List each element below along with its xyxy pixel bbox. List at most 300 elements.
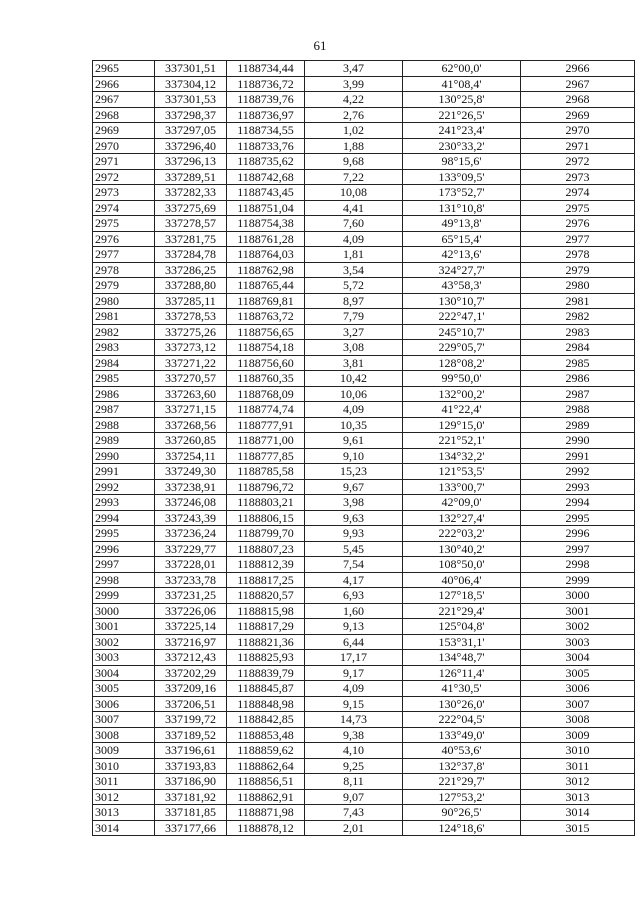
table-row <box>93 324 635 340</box>
table-row <box>93 278 635 294</box>
x-coordinate-cell: 337284,78 <box>155 247 227 263</box>
y-coordinate-cell: 1188771,00 <box>227 433 305 449</box>
y-coordinate-cell: 1188736,72 <box>227 76 305 92</box>
table-row <box>93 619 635 635</box>
x-coordinate-cell: 337297,05 <box>155 123 227 139</box>
table-row <box>93 665 635 681</box>
bearing-cell: 134°32,2' <box>403 448 521 464</box>
distance-cell: 3,47 <box>305 61 403 77</box>
point-number-cell: 2995 <box>93 526 155 542</box>
bearing-cell: 133°09,5' <box>403 169 521 185</box>
y-coordinate-cell: 1188751,04 <box>227 200 305 216</box>
table-row <box>93 123 635 139</box>
point-number-cell: 2982 <box>93 324 155 340</box>
y-coordinate-cell: 1188845,87 <box>227 681 305 697</box>
next-point-cell: 3014 <box>521 805 635 821</box>
distance-cell: 8,11 <box>305 774 403 790</box>
bearing-cell: 222°04,5' <box>403 712 521 728</box>
next-point-cell: 3000 <box>521 588 635 604</box>
y-coordinate-cell: 1188862,91 <box>227 789 305 805</box>
point-number-cell: 2980 <box>93 293 155 309</box>
bearing-cell: 65°15,4' <box>403 231 521 247</box>
point-number-cell: 2990 <box>93 448 155 464</box>
next-point-cell: 3011 <box>521 758 635 774</box>
table-row <box>93 402 635 418</box>
x-coordinate-cell: 337271,15 <box>155 402 227 418</box>
y-coordinate-cell: 1188777,91 <box>227 417 305 433</box>
bearing-cell: 125°04,8' <box>403 619 521 635</box>
point-number-cell: 2966 <box>93 76 155 92</box>
bearing-cell: 127°53,2' <box>403 789 521 805</box>
y-coordinate-cell: 1188762,98 <box>227 262 305 278</box>
y-coordinate-cell: 1188769,81 <box>227 293 305 309</box>
next-point-cell: 2982 <box>521 309 635 325</box>
table-row <box>93 727 635 743</box>
x-coordinate-cell: 337275,26 <box>155 324 227 340</box>
next-point-cell: 3010 <box>521 743 635 759</box>
point-number-cell: 3014 <box>93 820 155 836</box>
y-coordinate-cell: 1188742,68 <box>227 169 305 185</box>
point-number-cell: 2977 <box>93 247 155 263</box>
y-coordinate-cell: 1188821,36 <box>227 634 305 650</box>
next-point-cell: 2993 <box>521 479 635 495</box>
distance-cell: 9,68 <box>305 154 403 170</box>
y-coordinate-cell: 1188859,62 <box>227 743 305 759</box>
table-row <box>93 185 635 201</box>
point-number-cell: 2983 <box>93 340 155 356</box>
next-point-cell: 2986 <box>521 371 635 387</box>
distance-cell: 3,99 <box>305 76 403 92</box>
y-coordinate-cell: 1188799,70 <box>227 526 305 542</box>
distance-cell: 4,09 <box>305 681 403 697</box>
next-point-cell: 2974 <box>521 185 635 201</box>
x-coordinate-cell: 337189,52 <box>155 727 227 743</box>
y-coordinate-cell: 1188774,74 <box>227 402 305 418</box>
table-row <box>93 386 635 402</box>
x-coordinate-cell: 337196,61 <box>155 743 227 759</box>
y-coordinate-cell: 1188734,44 <box>227 61 305 77</box>
y-coordinate-cell: 1188812,39 <box>227 557 305 573</box>
bearing-cell: 134°48,7' <box>403 650 521 666</box>
x-coordinate-cell: 337226,06 <box>155 603 227 619</box>
next-point-cell: 3013 <box>521 789 635 805</box>
point-number-cell: 2975 <box>93 216 155 232</box>
next-point-cell: 3006 <box>521 681 635 697</box>
next-point-cell: 2968 <box>521 92 635 108</box>
table-row <box>93 76 635 92</box>
point-number-cell: 3008 <box>93 727 155 743</box>
x-coordinate-cell: 337181,85 <box>155 805 227 821</box>
table-row <box>93 61 635 77</box>
x-coordinate-cell: 337249,30 <box>155 464 227 480</box>
point-number-cell: 3004 <box>93 665 155 681</box>
next-point-cell: 3012 <box>521 774 635 790</box>
point-number-cell: 2993 <box>93 495 155 511</box>
next-point-cell: 2978 <box>521 247 635 263</box>
table-row <box>93 743 635 759</box>
next-point-cell: 2999 <box>521 572 635 588</box>
table-row <box>93 526 635 542</box>
distance-cell: 1,81 <box>305 247 403 263</box>
point-number-cell: 2988 <box>93 417 155 433</box>
bearing-cell: 173°52,7' <box>403 185 521 201</box>
bearing-cell: 222°03,2' <box>403 526 521 542</box>
point-number-cell: 2984 <box>93 355 155 371</box>
bearing-cell: 49°13,8' <box>403 216 521 232</box>
point-number-cell: 2972 <box>93 169 155 185</box>
coordinates-table-body <box>93 61 635 836</box>
distance-cell: 9,07 <box>305 789 403 805</box>
table-row <box>93 758 635 774</box>
next-point-cell: 2966 <box>521 61 635 77</box>
bearing-cell: 41°30,5' <box>403 681 521 697</box>
bearing-cell: 126°11,4' <box>403 665 521 681</box>
table-row <box>93 603 635 619</box>
distance-cell: 2,01 <box>305 820 403 836</box>
y-coordinate-cell: 1188743,45 <box>227 185 305 201</box>
y-coordinate-cell: 1188871,98 <box>227 805 305 821</box>
table-row <box>93 681 635 697</box>
table-row <box>93 433 635 449</box>
next-point-cell: 2985 <box>521 355 635 371</box>
y-coordinate-cell: 1188764,03 <box>227 247 305 263</box>
distance-cell: 7,79 <box>305 309 403 325</box>
bearing-cell: 130°26,0' <box>403 696 521 712</box>
bearing-cell: 133°00,7' <box>403 479 521 495</box>
distance-cell: 3,81 <box>305 355 403 371</box>
table-row <box>93 154 635 170</box>
x-coordinate-cell: 337236,24 <box>155 526 227 542</box>
bearing-cell: 131°10,8' <box>403 200 521 216</box>
bearing-cell: 40°53,6' <box>403 743 521 759</box>
next-point-cell: 2992 <box>521 464 635 480</box>
next-point-cell: 2997 <box>521 541 635 557</box>
bearing-cell: 222°47,1' <box>403 309 521 325</box>
bearing-cell: 41°08,4' <box>403 76 521 92</box>
x-coordinate-cell: 337298,37 <box>155 107 227 123</box>
point-number-cell: 2981 <box>93 309 155 325</box>
x-coordinate-cell: 337273,12 <box>155 340 227 356</box>
bearing-cell: 41°22,4' <box>403 402 521 418</box>
y-coordinate-cell: 1188736,97 <box>227 107 305 123</box>
point-number-cell: 3010 <box>93 758 155 774</box>
bearing-cell: 128°08,2' <box>403 355 521 371</box>
table-row <box>93 231 635 247</box>
x-coordinate-cell: 337278,53 <box>155 309 227 325</box>
table-row <box>93 293 635 309</box>
next-point-cell: 2980 <box>521 278 635 294</box>
table-row <box>93 789 635 805</box>
y-coordinate-cell: 1188856,51 <box>227 774 305 790</box>
x-coordinate-cell: 337209,16 <box>155 681 227 697</box>
table-row <box>93 572 635 588</box>
next-point-cell: 3015 <box>521 820 635 836</box>
point-number-cell: 3003 <box>93 650 155 666</box>
distance-cell: 4,09 <box>305 231 403 247</box>
point-number-cell: 3006 <box>93 696 155 712</box>
distance-cell: 4,22 <box>305 92 403 108</box>
x-coordinate-cell: 337181,92 <box>155 789 227 805</box>
bearing-cell: 130°40,2' <box>403 541 521 557</box>
point-number-cell: 2999 <box>93 588 155 604</box>
table-row <box>93 92 635 108</box>
x-coordinate-cell: 337243,39 <box>155 510 227 526</box>
next-point-cell: 3002 <box>521 619 635 635</box>
table-row <box>93 650 635 666</box>
table-row <box>93 774 635 790</box>
next-point-cell: 2972 <box>521 154 635 170</box>
x-coordinate-cell: 337281,75 <box>155 231 227 247</box>
y-coordinate-cell: 1188817,29 <box>227 619 305 635</box>
distance-cell: 10,42 <box>305 371 403 387</box>
bearing-cell: 62°00,0' <box>403 61 521 77</box>
x-coordinate-cell: 337268,56 <box>155 417 227 433</box>
next-point-cell: 2984 <box>521 340 635 356</box>
distance-cell: 9,17 <box>305 665 403 681</box>
bearing-cell: 133°49,0' <box>403 727 521 743</box>
x-coordinate-cell: 337254,11 <box>155 448 227 464</box>
x-coordinate-cell: 337301,53 <box>155 92 227 108</box>
distance-cell: 6,44 <box>305 634 403 650</box>
bearing-cell: 124°18,6' <box>403 820 521 836</box>
distance-cell: 4,17 <box>305 572 403 588</box>
y-coordinate-cell: 1188768,09 <box>227 386 305 402</box>
table-row <box>93 464 635 480</box>
y-coordinate-cell: 1188765,44 <box>227 278 305 294</box>
table-row <box>93 138 635 154</box>
y-coordinate-cell: 1188756,65 <box>227 324 305 340</box>
x-coordinate-cell: 337177,66 <box>155 820 227 836</box>
y-coordinate-cell: 1188777,85 <box>227 448 305 464</box>
next-point-cell: 3009 <box>521 727 635 743</box>
bearing-cell: 40°06,4' <box>403 572 521 588</box>
distance-cell: 9,63 <box>305 510 403 526</box>
x-coordinate-cell: 337263,60 <box>155 386 227 402</box>
point-number-cell: 3011 <box>93 774 155 790</box>
y-coordinate-cell: 1188862,64 <box>227 758 305 774</box>
point-number-cell: 2991 <box>93 464 155 480</box>
next-point-cell: 3003 <box>521 634 635 650</box>
point-number-cell: 2969 <box>93 123 155 139</box>
distance-cell: 1,88 <box>305 138 403 154</box>
y-coordinate-cell: 1188806,15 <box>227 510 305 526</box>
next-point-cell: 2970 <box>521 123 635 139</box>
table-row <box>93 479 635 495</box>
point-number-cell: 2976 <box>93 231 155 247</box>
y-coordinate-cell: 1188754,18 <box>227 340 305 356</box>
next-point-cell: 2990 <box>521 433 635 449</box>
distance-cell: 9,61 <box>305 433 403 449</box>
point-number-cell: 2978 <box>93 262 155 278</box>
table-row <box>93 588 635 604</box>
x-coordinate-cell: 337275,69 <box>155 200 227 216</box>
table-row <box>93 371 635 387</box>
x-coordinate-cell: 337286,25 <box>155 262 227 278</box>
table-row <box>93 696 635 712</box>
distance-cell: 4,10 <box>305 743 403 759</box>
table-row <box>93 634 635 650</box>
next-point-cell: 2977 <box>521 231 635 247</box>
bearing-cell: 132°27,4' <box>403 510 521 526</box>
distance-cell: 3,98 <box>305 495 403 511</box>
coordinates-table <box>92 60 635 836</box>
x-coordinate-cell: 337282,33 <box>155 185 227 201</box>
table-row <box>93 262 635 278</box>
distance-cell: 4,09 <box>305 402 403 418</box>
y-coordinate-cell: 1188815,98 <box>227 603 305 619</box>
y-coordinate-cell: 1188756,60 <box>227 355 305 371</box>
table-row <box>93 541 635 557</box>
bearing-cell: 98°15,6' <box>403 154 521 170</box>
next-point-cell: 2998 <box>521 557 635 573</box>
point-number-cell: 3013 <box>93 805 155 821</box>
next-point-cell: 3001 <box>521 603 635 619</box>
table-row <box>93 805 635 821</box>
distance-cell: 7,60 <box>305 216 403 232</box>
point-number-cell: 3007 <box>93 712 155 728</box>
distance-cell: 9,25 <box>305 758 403 774</box>
x-coordinate-cell: 337304,12 <box>155 76 227 92</box>
next-point-cell: 2991 <box>521 448 635 464</box>
point-number-cell: 2997 <box>93 557 155 573</box>
point-number-cell: 3000 <box>93 603 155 619</box>
next-point-cell: 3004 <box>521 650 635 666</box>
distance-cell: 3,27 <box>305 324 403 340</box>
bearing-cell: 241°23,4' <box>403 123 521 139</box>
distance-cell: 3,54 <box>305 262 403 278</box>
x-coordinate-cell: 337225,14 <box>155 619 227 635</box>
distance-cell: 9,93 <box>305 526 403 542</box>
distance-cell: 3,08 <box>305 340 403 356</box>
distance-cell: 5,72 <box>305 278 403 294</box>
y-coordinate-cell: 1188733,76 <box>227 138 305 154</box>
next-point-cell: 3007 <box>521 696 635 712</box>
y-coordinate-cell: 1188785,58 <box>227 464 305 480</box>
table-row <box>93 200 635 216</box>
distance-cell: 10,06 <box>305 386 403 402</box>
distance-cell: 5,45 <box>305 541 403 557</box>
x-coordinate-cell: 337260,85 <box>155 433 227 449</box>
bearing-cell: 230°33,2' <box>403 138 521 154</box>
point-number-cell: 2979 <box>93 278 155 294</box>
distance-cell: 10,35 <box>305 417 403 433</box>
point-number-cell: 2994 <box>93 510 155 526</box>
y-coordinate-cell: 1188763,72 <box>227 309 305 325</box>
y-coordinate-cell: 1188825,93 <box>227 650 305 666</box>
bearing-cell: 43°58,3' <box>403 278 521 294</box>
x-coordinate-cell: 337231,25 <box>155 588 227 604</box>
y-coordinate-cell: 1188739,76 <box>227 92 305 108</box>
y-coordinate-cell: 1188839,79 <box>227 665 305 681</box>
y-coordinate-cell: 1188842,85 <box>227 712 305 728</box>
y-coordinate-cell: 1188796,72 <box>227 479 305 495</box>
point-number-cell: 2973 <box>93 185 155 201</box>
next-point-cell: 2979 <box>521 262 635 278</box>
next-point-cell: 2995 <box>521 510 635 526</box>
distance-cell: 7,43 <box>305 805 403 821</box>
point-number-cell: 2987 <box>93 402 155 418</box>
point-number-cell: 3012 <box>93 789 155 805</box>
point-number-cell: 3009 <box>93 743 155 759</box>
bearing-cell: 42°09,0' <box>403 495 521 511</box>
bearing-cell: 130°10,7' <box>403 293 521 309</box>
y-coordinate-cell: 1188878,12 <box>227 820 305 836</box>
bearing-cell: 324°27,7' <box>403 262 521 278</box>
point-number-cell: 2968 <box>93 107 155 123</box>
table-row <box>93 510 635 526</box>
bearing-cell: 129°15,0' <box>403 417 521 433</box>
x-coordinate-cell: 337193,83 <box>155 758 227 774</box>
x-coordinate-cell: 337270,57 <box>155 371 227 387</box>
bearing-cell: 127°18,5' <box>403 588 521 604</box>
next-point-cell: 2976 <box>521 216 635 232</box>
point-number-cell: 2996 <box>93 541 155 557</box>
x-coordinate-cell: 337271,22 <box>155 355 227 371</box>
point-number-cell: 2989 <box>93 433 155 449</box>
table-row <box>93 820 635 836</box>
x-coordinate-cell: 337285,11 <box>155 293 227 309</box>
distance-cell: 15,23 <box>305 464 403 480</box>
bearing-cell: 130°25,8' <box>403 92 521 108</box>
table-row <box>93 448 635 464</box>
distance-cell: 9,38 <box>305 727 403 743</box>
next-point-cell: 3005 <box>521 665 635 681</box>
y-coordinate-cell: 1188820,57 <box>227 588 305 604</box>
bearing-cell: 221°29,7' <box>403 774 521 790</box>
y-coordinate-cell: 1188807,23 <box>227 541 305 557</box>
bearing-cell: 153°31,1' <box>403 634 521 650</box>
distance-cell: 4,41 <box>305 200 403 216</box>
y-coordinate-cell: 1188734,55 <box>227 123 305 139</box>
x-coordinate-cell: 337212,43 <box>155 650 227 666</box>
point-number-cell: 3001 <box>93 619 155 635</box>
next-point-cell: 2967 <box>521 76 635 92</box>
table-row <box>93 495 635 511</box>
point-number-cell: 2992 <box>93 479 155 495</box>
distance-cell: 6,93 <box>305 588 403 604</box>
y-coordinate-cell: 1188760,35 <box>227 371 305 387</box>
x-coordinate-cell: 337296,40 <box>155 138 227 154</box>
y-coordinate-cell: 1188761,28 <box>227 231 305 247</box>
table-row <box>93 169 635 185</box>
bearing-cell: 221°29,4' <box>403 603 521 619</box>
next-point-cell: 2987 <box>521 386 635 402</box>
distance-cell: 10,08 <box>305 185 403 201</box>
x-coordinate-cell: 337206,51 <box>155 696 227 712</box>
distance-cell: 7,22 <box>305 169 403 185</box>
bearing-cell: 245°10,7' <box>403 324 521 340</box>
next-point-cell: 2983 <box>521 324 635 340</box>
table-row <box>93 216 635 232</box>
bearing-cell: 90°26,5' <box>403 805 521 821</box>
next-point-cell: 2994 <box>521 495 635 511</box>
next-point-cell: 2981 <box>521 293 635 309</box>
point-number-cell: 2974 <box>93 200 155 216</box>
x-coordinate-cell: 337289,51 <box>155 169 227 185</box>
table-row <box>93 309 635 325</box>
bearing-cell: 108°50,0' <box>403 557 521 573</box>
x-coordinate-cell: 337216,97 <box>155 634 227 650</box>
y-coordinate-cell: 1188735,62 <box>227 154 305 170</box>
x-coordinate-cell: 337278,57 <box>155 216 227 232</box>
y-coordinate-cell: 1188848,98 <box>227 696 305 712</box>
bearing-cell: 229°05,7' <box>403 340 521 356</box>
distance-cell: 2,76 <box>305 107 403 123</box>
bearing-cell: 221°26,5' <box>403 107 521 123</box>
x-coordinate-cell: 337228,01 <box>155 557 227 573</box>
next-point-cell: 2988 <box>521 402 635 418</box>
distance-cell: 9,10 <box>305 448 403 464</box>
